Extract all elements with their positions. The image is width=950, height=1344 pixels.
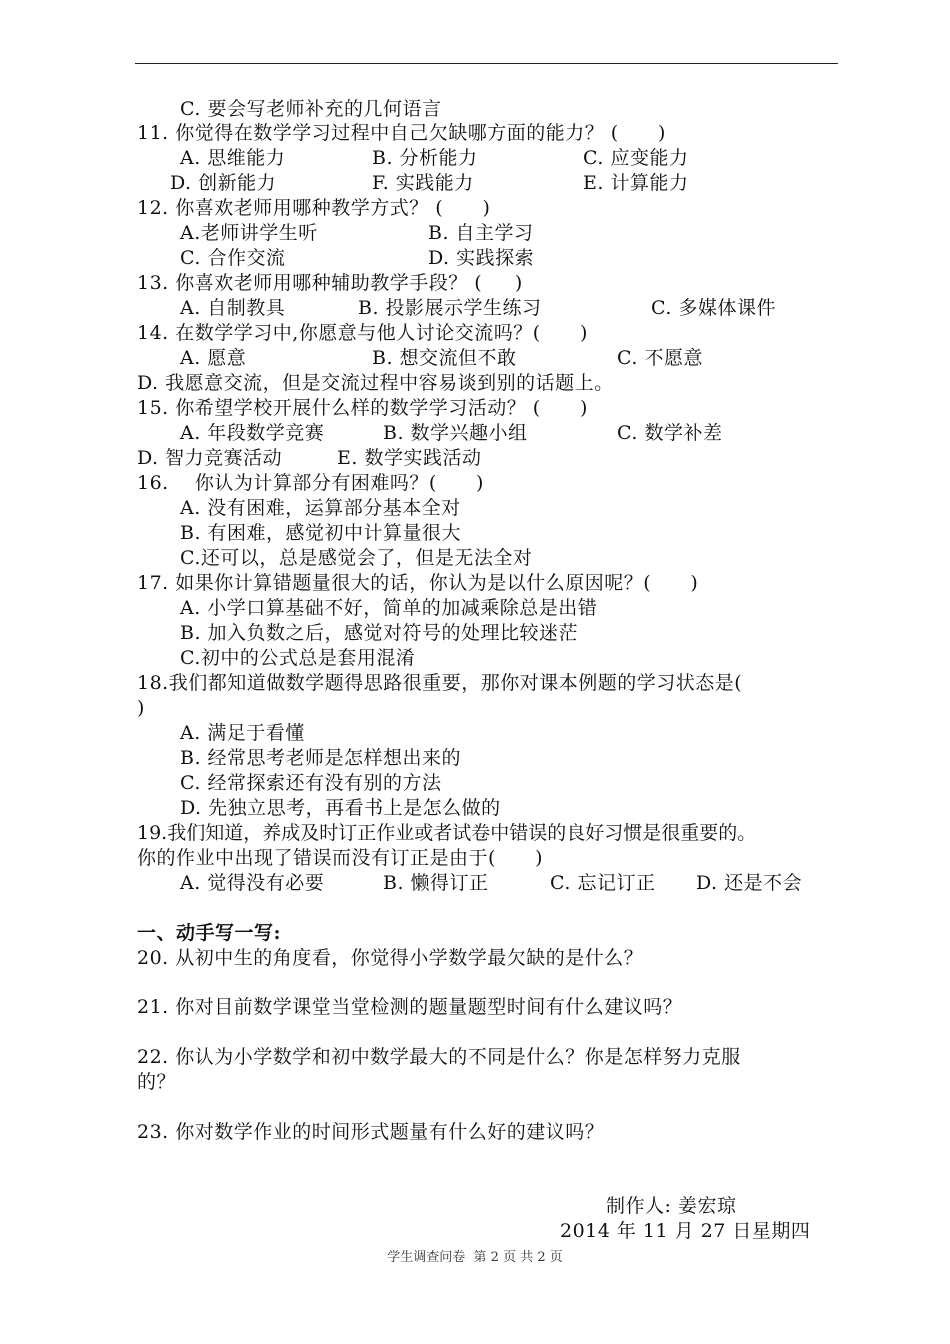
date-line: 2014 年 11 月 27 日星期四 xyxy=(560,1220,811,1242)
section-heading: 一、动手写一写: xyxy=(137,922,282,944)
q16-option-c: C.还可以，总是感觉会了，但是无法全对 xyxy=(180,547,533,569)
q11-option-b: B. 分析能力 xyxy=(372,147,478,169)
q17-option-a: A. 小学口算基础不好，简单的加减乘除总是出错 xyxy=(180,597,598,619)
q15-option-e: E. 数学实践活动 xyxy=(337,447,482,469)
q19-option-a: A. 觉得没有必要 xyxy=(180,872,325,894)
q23-question: 23. 你对数学作业的时间形式题量有什么好的建议吗？ xyxy=(137,1121,605,1143)
q11-option-f: F. 实践能力 xyxy=(372,172,474,194)
q17-option-b: B. 加入负数之后，感觉对符号的处理比较迷茫 xyxy=(180,622,579,644)
q13-option-b: B. 投影展示学生练习 xyxy=(358,297,542,319)
q12-option-a: A.老师讲学生听 xyxy=(180,222,318,244)
q17-question: 17. 如果你计算错题量很大的话，你认为是以什么原因呢？( ) xyxy=(137,572,699,594)
q14-question: 14. 在数学学习中,你愿意与他人讨论交流吗？( ) xyxy=(137,322,588,344)
q10-option-c: C. 要会写老师补充的几何语言 xyxy=(180,98,442,120)
q22-question: 22. 你认为小学数学和初中数学最大的不同是什么？你是怎样努力克服 xyxy=(137,1046,741,1068)
q15-option-c: C. 数学补差 xyxy=(617,422,723,444)
q19-option-d: D. 还是不会 xyxy=(696,872,803,894)
q18-question: 18.我们都知道做数学题得思路很重要，那你对课本例题的学习状态是( xyxy=(137,672,743,694)
q18-option-c: C. 经常探索还有没有别的方法 xyxy=(180,772,442,794)
q11-question: 11. 你觉得在数学学习过程中自己欠缺哪方面的能力？ ( ) xyxy=(137,122,666,144)
q16-option-b: B. 有困难，感觉初中计算量很大 xyxy=(180,522,462,544)
q12-option-c: C. 合作交流 xyxy=(180,247,286,269)
q15-option-b: B. 数学兴趣小组 xyxy=(383,422,528,444)
q21-question: 21. 你对目前数学课堂当堂检测的题量题型时间有什么建议吗？ xyxy=(137,996,683,1018)
q18-option-d: D. 先独立思考，再看书上是怎么做的 xyxy=(180,797,501,819)
q11-option-d: D. 创新能力 xyxy=(170,172,277,194)
q16-option-a: A. 没有困难，运算部分基本全对 xyxy=(180,497,461,519)
q13-question: 13. 你喜欢老师用哪种辅助教学手段？ ( ) xyxy=(137,272,523,294)
q14-option-d: D. 我愿意交流，但是交流过程中容易谈到别的话题上。 xyxy=(137,372,614,394)
q13-option-a: A. 自制教具 xyxy=(180,297,286,319)
q12-option-d: D. 实践探索 xyxy=(428,247,535,269)
q19-question-cont: 你的作业中出现了错误而没有订正是由于( ) xyxy=(137,847,544,869)
q15-option-d: D. 智力竞赛活动 xyxy=(137,447,283,469)
page-footer: 学生调查问卷 第 2 页 共 2 页 xyxy=(387,1250,563,1265)
q19-question: 19.我们知道，养成及时订正作业或者试卷中错误的良好习惯是很重要的。 xyxy=(137,822,757,844)
q18-option-a: A. 满足于看懂 xyxy=(180,722,305,744)
q12-option-b: B. 自主学习 xyxy=(428,222,534,244)
q19-option-c: C. 忘记订正 xyxy=(550,872,656,894)
q15-option-a: A. 年段数学竞赛 xyxy=(180,422,325,444)
q11-option-c: C. 应变能力 xyxy=(583,147,689,169)
q20-question: 20. 从初中生的角度看，你觉得小学数学最欠缺的是什么？ xyxy=(137,947,644,969)
q14-option-a: A. 愿意 xyxy=(180,347,247,369)
q13-option-c: C. 多媒体课件 xyxy=(651,297,776,319)
q11-option-a: A. 思维能力 xyxy=(180,147,286,169)
q11-option-e: E. 计算能力 xyxy=(583,172,689,194)
q17-option-c: C.初中的公式总是套用混淆 xyxy=(180,647,416,669)
q14-option-c: C. 不愿意 xyxy=(617,347,703,369)
q14-option-b: B. 想交流但不敢 xyxy=(372,347,517,369)
header-rule xyxy=(135,63,838,64)
q18-question-cont: ) xyxy=(137,697,145,719)
q16-question: 16. 你认为计算部分有困难吗？( ) xyxy=(137,472,484,494)
q12-question: 12. 你喜欢老师用哪种教学方式？ ( ) xyxy=(137,197,491,219)
q19-option-b: B. 懒得订正 xyxy=(383,872,489,894)
q22-question-cont: 的？ xyxy=(137,1071,177,1093)
author-line: 制作人: 姜宏琼 xyxy=(606,1195,737,1217)
q18-option-b: B. 经常思考老师是怎样想出来的 xyxy=(180,747,462,769)
q15-question: 15. 你希望学校开展什么样的数学学习活动？ ( ) xyxy=(137,397,588,419)
